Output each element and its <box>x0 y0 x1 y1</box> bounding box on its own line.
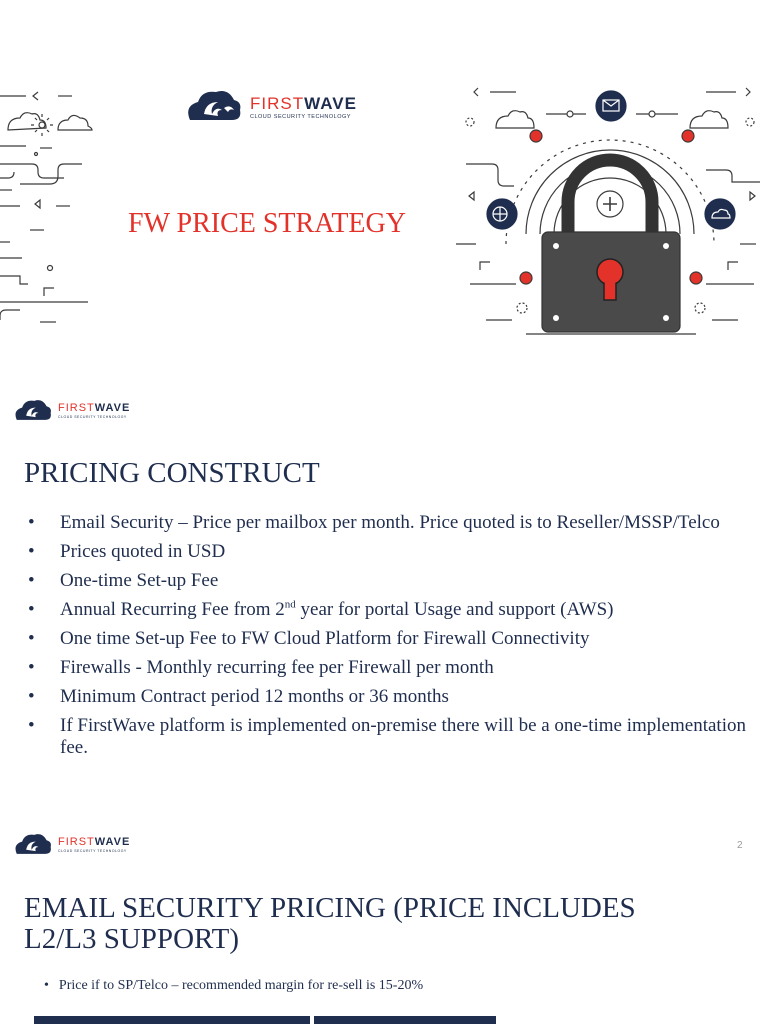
pricing-note <box>44 978 423 994</box>
bullet-text-post: year for portal Usage and support (AWS) <box>295 599 614 620</box>
logo-tagline: CLOUD SECURITY TECHNOLOGY <box>250 113 351 120</box>
table-header-cell <box>314 1016 496 1024</box>
chevron-right-icon <box>746 88 750 96</box>
sparkle-icon <box>746 118 754 126</box>
cloud-network-decoration-left <box>0 90 100 330</box>
email-icon <box>596 91 626 121</box>
slide-title <box>0 0 768 372</box>
logo-first-text: FIRST <box>58 836 95 848</box>
logo-first-text: FIRST <box>250 93 305 113</box>
table-header-cell <box>34 1016 310 1024</box>
logo-tagline: CLOUD SECURITY TECHNOLOGY <box>58 849 127 853</box>
pricing-bullet-list <box>28 512 748 766</box>
cloud-shield-icon <box>705 199 735 229</box>
logo-wave-text: WAVE <box>304 93 357 113</box>
heading-line-2: L2/L3 SUPPORT) <box>24 923 239 955</box>
firstwave-logo-small <box>14 398 130 424</box>
email-pricing-heading <box>24 893 636 955</box>
list-item: • Minimum Contract period 12 months or 36 months <box>28 686 748 708</box>
slide-title-text: FW PRICE STRATEGY <box>128 208 406 239</box>
list-item: • One time Set-up Fee to FW Cloud Platform for Firewall Connectivity <box>28 628 748 650</box>
heading-line-1: EMAIL SECURITY PRICING (PRICE INCLUDES <box>24 892 636 924</box>
logo-first-text: FIRST <box>58 402 95 414</box>
firstwave-logo-small <box>14 832 130 858</box>
list-item: • One-time Set-up Fee <box>28 570 748 592</box>
sparkle-icon <box>517 303 527 313</box>
logo-wave-text: WAVE <box>94 402 131 414</box>
globe-lock-icon <box>487 199 517 229</box>
list-item: • If FirstWave platform is implemented on-premise there will be a one-time implementation fee. <box>28 715 748 759</box>
list-item: • Firewalls - Monthly recurring fee per Firewall per month <box>28 657 748 679</box>
triangle-left-icon <box>469 192 474 200</box>
cloud-wave-logo-icon <box>186 88 242 126</box>
page-number: 2 <box>737 840 743 851</box>
chevron-left-icon <box>33 92 38 100</box>
sparkle-icon <box>695 303 705 313</box>
cloud-wave-logo-icon <box>14 398 52 424</box>
pricing-construct-heading: PRICING CONSTRUCT <box>24 457 320 489</box>
list-item: • Email Security – Price per mailbox per month. Price quoted is to Reseller/MSSP/Telco <box>28 512 748 534</box>
sparkle-icon <box>466 118 474 126</box>
chevron-left-icon <box>474 88 478 96</box>
list-item <box>28 599 748 621</box>
bullet-superscript: nd <box>284 598 296 611</box>
bullet-text-pre: Annual Recurring Fee from 2 <box>60 599 285 620</box>
cloud-icon <box>496 111 534 128</box>
logo-tagline: CLOUD SECURITY TECHNOLOGY <box>58 415 127 419</box>
sun-sparkle-icon <box>31 114 53 136</box>
firstwave-logo <box>186 88 357 126</box>
cloud-icon <box>690 111 728 128</box>
logo-wave-text: WAVE <box>94 836 131 848</box>
padlock-illustration <box>456 84 768 340</box>
triangle-left-icon <box>35 200 40 208</box>
cloud-icon <box>58 115 92 130</box>
pricing-note-text: Price if to SP/Telco – recommended margin for re-sell is 15-20% <box>58 978 424 993</box>
triangle-right-icon <box>750 192 755 200</box>
list-item: • Prices quoted in USD <box>28 541 748 563</box>
cloud-wave-logo-icon <box>14 832 52 858</box>
